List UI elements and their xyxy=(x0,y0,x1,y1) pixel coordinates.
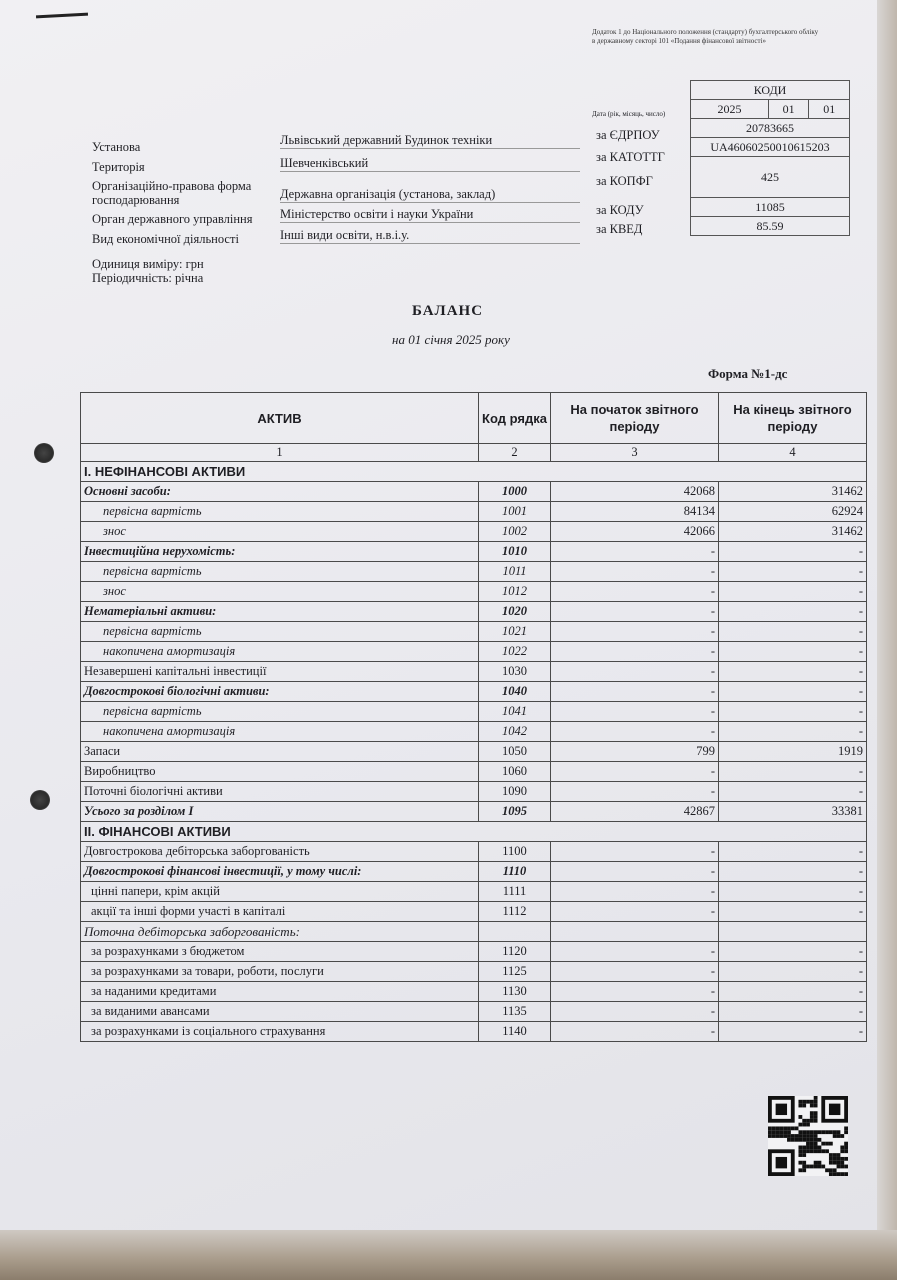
table-row xyxy=(81,582,867,602)
row-end-value: - xyxy=(719,942,867,962)
row-start-value: - xyxy=(551,982,719,1002)
row-name: Довгострокова дебіторська заборгованість xyxy=(81,842,479,862)
row-end-value: - xyxy=(719,862,867,882)
section-title: ІІ. ФІНАНСОВІ АКТИВИ xyxy=(81,822,867,842)
row-end-value: - xyxy=(719,702,867,722)
date-label: Дата (рік, місяць, число) xyxy=(592,110,666,118)
row-start-value: 799 xyxy=(551,742,719,762)
row-end-value: - xyxy=(719,542,867,562)
row-name: Довгострокові фінансові інвестиції, у тому числі: xyxy=(81,862,479,882)
row-name: Інвестиційна нерухомість: xyxy=(81,542,479,562)
table-row xyxy=(81,782,867,802)
table-row xyxy=(81,742,867,762)
table-row xyxy=(81,1002,867,1022)
row-code: 1001 xyxy=(479,502,551,522)
activity-label: Вид економічної діяльності xyxy=(92,232,239,246)
row-start-value: - xyxy=(551,642,719,662)
row-code: 1050 xyxy=(479,742,551,762)
row-name: знос xyxy=(81,522,479,542)
year-cell: 2025 xyxy=(691,100,769,119)
row-start-value: - xyxy=(551,702,719,722)
row-start-value: - xyxy=(551,962,719,982)
table-row xyxy=(81,762,867,782)
row-code: 1022 xyxy=(479,642,551,662)
row-code: 1140 xyxy=(479,1022,551,1042)
table-row xyxy=(81,922,867,942)
table-row xyxy=(81,702,867,722)
punch-hole-top xyxy=(34,443,54,463)
punch-hole-bottom xyxy=(30,790,50,810)
row-name: Довгострокові біологічні активи: xyxy=(81,682,479,702)
row-start-value: 42066 xyxy=(551,522,719,542)
row-start-value: - xyxy=(551,782,719,802)
month-cell: 01 xyxy=(768,100,809,119)
row-code: 1135 xyxy=(479,1002,551,1022)
table-row xyxy=(81,522,867,542)
row-name: за розрахунками за товари, роботи, послуги xyxy=(81,962,479,982)
qr-code xyxy=(768,1096,848,1176)
row-code: 1012 xyxy=(479,582,551,602)
row-name: первісна вартість xyxy=(81,502,479,522)
row-start-value: 42068 xyxy=(551,482,719,502)
row-code: 1120 xyxy=(479,942,551,962)
row-start-value: - xyxy=(551,1022,719,1042)
row-code: 1040 xyxy=(479,682,551,702)
table-row xyxy=(81,722,867,742)
row-name: за розрахунками із соціального страхування xyxy=(81,1022,479,1042)
table-row xyxy=(81,482,867,502)
row-end-value: - xyxy=(719,602,867,622)
row-name: за розрахунками з бюджетом xyxy=(81,942,479,962)
row-code: 1042 xyxy=(479,722,551,742)
table-row xyxy=(81,802,867,822)
background-bottom xyxy=(0,1230,897,1280)
row-start-value: - xyxy=(551,882,719,902)
row-name: Виробництво xyxy=(81,762,479,782)
row-name: Незавершені капітальні інвестиції xyxy=(81,662,479,682)
row-start-value: - xyxy=(551,762,719,782)
row-start-value: 84134 xyxy=(551,502,719,522)
col-num-3: 3 xyxy=(551,444,719,462)
row-name: Основні засоби: xyxy=(81,482,479,502)
table-row xyxy=(81,862,867,882)
row-code: 1030 xyxy=(479,662,551,682)
header-note: Додаток 1 до Національного положення (стандарту) бухгалтерського обліку в державному секторі 101 «Подання фінансової звітності» xyxy=(592,28,819,45)
row-name: первісна вартість xyxy=(81,622,479,642)
balance-table xyxy=(80,392,867,1042)
territory-label: Територія xyxy=(92,160,145,174)
kopfg-value: 425 xyxy=(691,157,850,198)
section-title: І. НЕФІНАНСОВІ АКТИВИ xyxy=(81,462,867,482)
header-asset: АКТИВ xyxy=(81,393,479,444)
table-header-row xyxy=(81,393,867,444)
row-code: 1000 xyxy=(479,482,551,502)
row-end-value: - xyxy=(719,842,867,862)
kodu-label: за КОДУ xyxy=(596,203,644,217)
table-row xyxy=(81,662,867,682)
row-name: за виданими авансами xyxy=(81,1002,479,1022)
table-row xyxy=(81,562,867,582)
row-end-value: - xyxy=(719,562,867,582)
table-row xyxy=(81,542,867,562)
section-row xyxy=(81,462,867,482)
table-row xyxy=(81,842,867,862)
row-name: первісна вартість xyxy=(81,702,479,722)
background-right xyxy=(877,0,897,1280)
table-row xyxy=(81,622,867,642)
row-code: 1010 xyxy=(479,542,551,562)
row-start-value: - xyxy=(551,902,719,922)
edrpou-value: 20783665 xyxy=(691,119,850,138)
row-end-value: - xyxy=(719,982,867,1002)
row-end-value: - xyxy=(719,622,867,642)
header-code: Код рядка xyxy=(479,393,551,444)
row-start-value: 42867 xyxy=(551,802,719,822)
territory-value: Шевченківський xyxy=(280,156,580,172)
row-code: 1112 xyxy=(479,902,551,922)
col-num-4: 4 xyxy=(719,444,867,462)
row-code: 1020 xyxy=(479,602,551,622)
row-end-value: - xyxy=(719,722,867,742)
table-row xyxy=(81,642,867,662)
col-num-1: 1 xyxy=(81,444,479,462)
row-end-value: - xyxy=(719,882,867,902)
row-end-value: 31462 xyxy=(719,522,867,542)
row-end-value: - xyxy=(719,762,867,782)
table-row xyxy=(81,682,867,702)
table-row xyxy=(81,502,867,522)
row-name: первісна вартість xyxy=(81,562,479,582)
row-end-value: 33381 xyxy=(719,802,867,822)
row-code: 1111 xyxy=(479,882,551,902)
day-cell: 01 xyxy=(809,100,850,119)
row-code xyxy=(479,922,551,942)
institution-label: Установа xyxy=(92,140,141,154)
unit-label: Одиниця виміру: грн xyxy=(92,257,204,271)
table-row xyxy=(81,982,867,1002)
row-name: накопичена амортизація xyxy=(81,642,479,662)
row-code: 1060 xyxy=(479,762,551,782)
row-name: Поточні біологічні активи xyxy=(81,782,479,802)
row-end-value: - xyxy=(719,782,867,802)
row-code: 1021 xyxy=(479,622,551,642)
row-end-value: - xyxy=(719,662,867,682)
row-start-value: - xyxy=(551,1002,719,1022)
table-row xyxy=(81,962,867,982)
row-end-value: - xyxy=(719,902,867,922)
row-start-value: - xyxy=(551,622,719,642)
page-subtitle: на 01 січня 2025 року xyxy=(392,332,510,347)
row-end-value xyxy=(719,922,867,942)
row-end-value: - xyxy=(719,682,867,702)
institution-value: Львівський державний Будинок техніки xyxy=(280,133,580,149)
period-label: Періодичність: річна xyxy=(92,271,204,285)
table-row xyxy=(81,902,867,922)
row-end-value: - xyxy=(719,642,867,662)
edrpou-label: за ЄДРПОУ xyxy=(596,128,660,142)
table-row xyxy=(81,942,867,962)
row-start-value xyxy=(551,922,719,942)
page-title: БАЛАНС xyxy=(412,303,484,319)
section-row xyxy=(81,822,867,842)
row-start-value: - xyxy=(551,842,719,862)
authority-label: Орган державного управління xyxy=(92,212,253,226)
row-name: Нематеріальні активи: xyxy=(81,602,479,622)
activity-value: Інші види освіти, н.в.і.у. xyxy=(280,228,580,244)
row-end-value: 31462 xyxy=(719,482,867,502)
row-end-value: - xyxy=(719,1002,867,1022)
row-end-value: 62924 xyxy=(719,502,867,522)
kved-label: за КВЕД xyxy=(596,222,643,236)
authority-value: Міністерство освіти і науки України xyxy=(280,207,580,223)
row-end-value: - xyxy=(719,962,867,982)
table-row xyxy=(81,882,867,902)
katottg-label: за КАТОТТГ xyxy=(596,150,665,164)
column-number-row xyxy=(81,444,867,462)
row-start-value: - xyxy=(551,582,719,602)
row-name: Запаси xyxy=(81,742,479,762)
row-name: Поточна дебіторська заборгованість: xyxy=(81,922,479,942)
codes-title: КОДИ xyxy=(691,81,850,100)
row-start-value: - xyxy=(551,662,719,682)
row-end-value: 1919 xyxy=(719,742,867,762)
row-name: Усього за розділом І xyxy=(81,802,479,822)
header-end: На кінець звітного періоду xyxy=(719,393,867,444)
row-name: накопичена амортизація xyxy=(81,722,479,742)
codes-box xyxy=(690,80,850,236)
kodu-value: 11085 xyxy=(691,198,850,217)
kopfg-label: за КОПФГ xyxy=(596,174,653,188)
table-row xyxy=(81,1022,867,1042)
row-code: 1090 xyxy=(479,782,551,802)
row-end-value: - xyxy=(719,582,867,602)
row-start-value: - xyxy=(551,562,719,582)
katottg-value: UA46060250010615203 xyxy=(691,138,850,157)
row-name: цінні папери, крім акцій xyxy=(81,882,479,902)
row-start-value: - xyxy=(551,722,719,742)
row-start-value: - xyxy=(551,682,719,702)
row-code: 1041 xyxy=(479,702,551,722)
row-name: за наданими кредитами xyxy=(81,982,479,1002)
row-start-value: - xyxy=(551,862,719,882)
row-code: 1110 xyxy=(479,862,551,882)
legal-form-label: Організаційно-правова форма господарювання xyxy=(92,179,252,207)
row-code: 1095 xyxy=(479,802,551,822)
row-code: 1011 xyxy=(479,562,551,582)
row-start-value: - xyxy=(551,602,719,622)
col-num-2: 2 xyxy=(479,444,551,462)
row-end-value: - xyxy=(719,1022,867,1042)
row-name: знос xyxy=(81,582,479,602)
row-code: 1100 xyxy=(479,842,551,862)
kved-value: 85.59 xyxy=(691,217,850,236)
legal-form-value: Державна організація (установа, заклад) xyxy=(280,187,580,203)
header-start: На початок звітного періоду xyxy=(551,393,719,444)
row-code: 1002 xyxy=(479,522,551,542)
row-start-value: - xyxy=(551,542,719,562)
row-name: акції та інші форми участі в капіталі xyxy=(81,902,479,922)
table-row xyxy=(81,602,867,622)
form-label: Форма №1-дс xyxy=(708,366,788,381)
row-start-value: - xyxy=(551,942,719,962)
row-code: 1125 xyxy=(479,962,551,982)
row-code: 1130 xyxy=(479,982,551,1002)
